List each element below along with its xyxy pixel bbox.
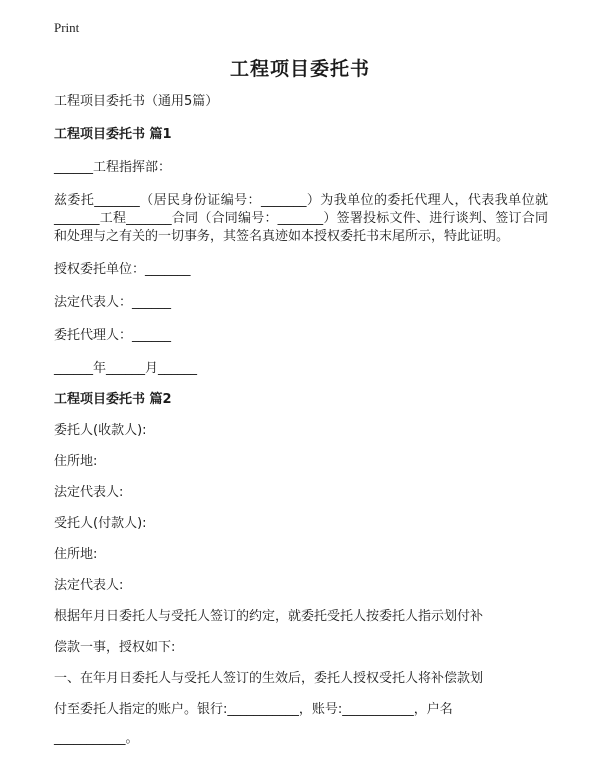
trustee-line: 受托人(付款人):	[54, 516, 147, 531]
agreement-paragraph-line-1: 根据年月日委托人与受托人签订的约定，就委托受托人按委托人指示划付补	[54, 609, 484, 624]
principal-line: 委托人(收款人):	[54, 423, 147, 438]
document-subtitle: 工程项目委托书（通用5篇）	[54, 94, 219, 109]
document-body	[54, 93, 548, 748]
clause-one-line-1: 一、在年月日委托人与受托人签订的生效后，委托人授权受托人将补偿款划	[54, 671, 484, 686]
trustee-address-line: 住所地:	[54, 547, 98, 562]
agreement-paragraph-line-2: 偿款一事，授权如下:	[54, 640, 176, 655]
clause-one-line-3: ___________。	[54, 731, 139, 746]
section-heading-2: 工程项目委托书 篇2	[54, 392, 172, 407]
trustee-legal-rep-line: 法定代表人:	[54, 578, 124, 593]
authorized-agent-line: 委托代理人：______	[54, 328, 172, 343]
section-heading-1: 工程项目委托书 篇1	[54, 127, 172, 142]
principal-legal-rep-line: 法定代表人:	[54, 485, 124, 500]
print-link[interactable]: Print	[54, 20, 80, 35]
legal-representative-line: 法定代表人：______	[54, 295, 172, 310]
delegation-paragraph: 兹委托_______（居民身份证编号：_______）为我单位的委托代理人，代表我单位就_______工程_______合同（合同编号：_______）签署投标文件、进行谈判、签订合同和处理与之有关的一切事务，其签名真迹如本授权委托书末尾所示，特此证明。	[54, 193, 548, 244]
principal-address-line: 住所地:	[54, 454, 98, 469]
clause-one-line-2: 付至委托人指定的账户。银行:___________，账号:___________，户名	[54, 702, 453, 717]
authorizing-unit-line: 授权委托单位：_______	[54, 262, 191, 277]
date-line: ______年______月______	[54, 361, 198, 376]
addressee-line: ______工程指挥部：	[54, 160, 172, 175]
document-title: 工程项目委托书	[229, 58, 370, 80]
